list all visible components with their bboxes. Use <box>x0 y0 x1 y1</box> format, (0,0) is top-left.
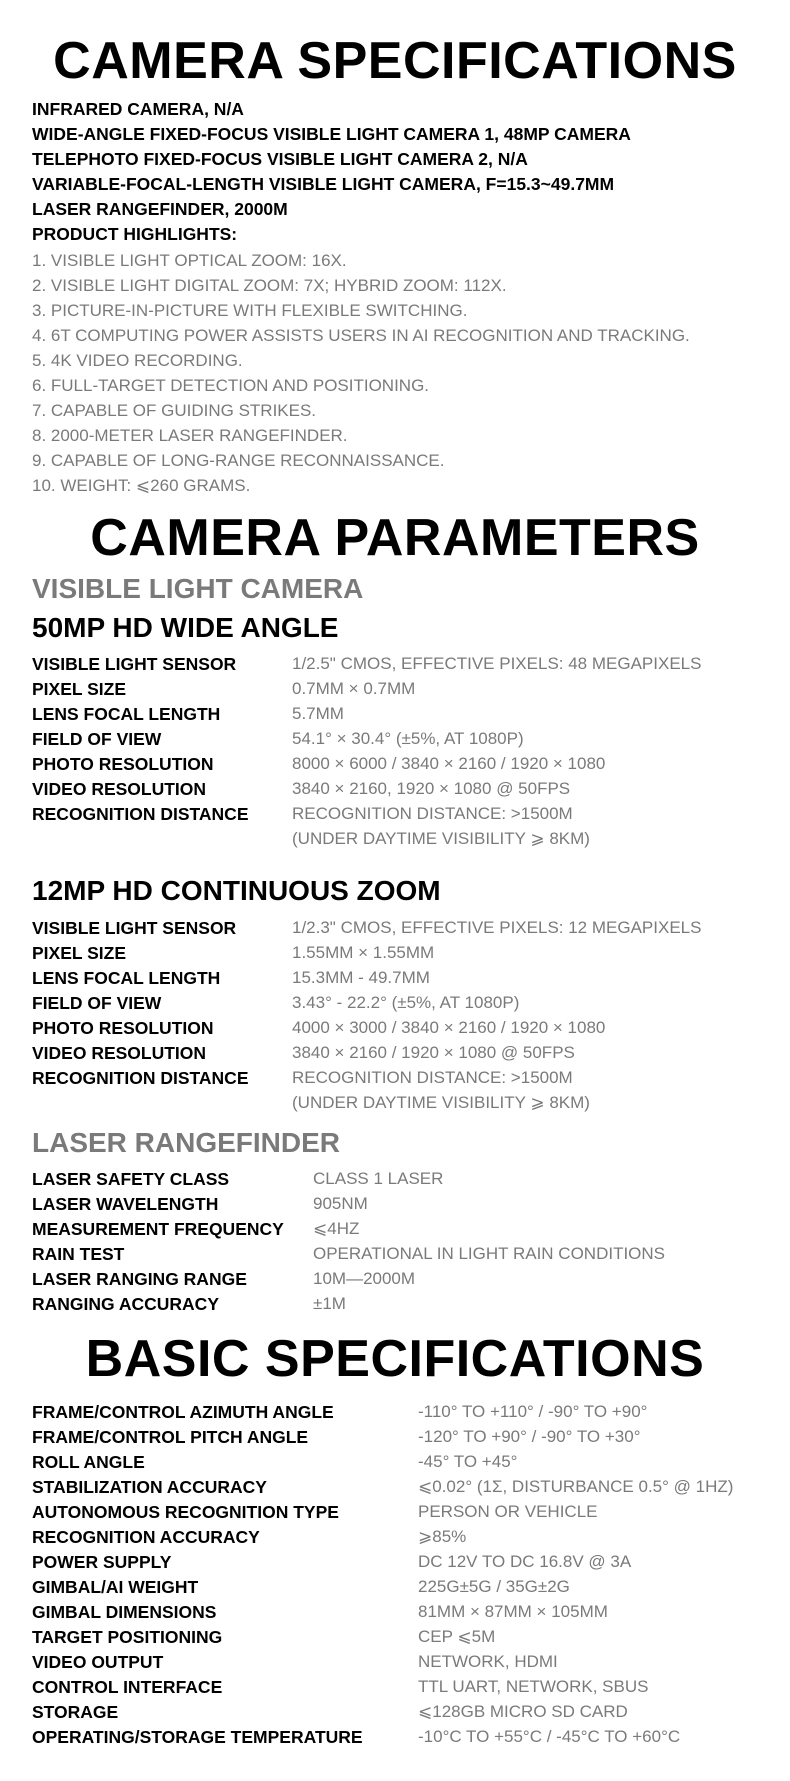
spec-label: RECOGNITION DISTANCE <box>32 804 249 824</box>
spec-value: 1.55MM × 1.55MM <box>292 943 435 962</box>
spec-value: 4000 × 3000 / 3840 × 2160 / 1920 × 1080 <box>292 1018 606 1037</box>
spec-label: CONTROL INTERFACE <box>32 1677 223 1697</box>
highlight-item: 5. 4K VIDEO RECORDING. <box>32 351 243 370</box>
spec-label: RAIN TEST <box>32 1244 125 1264</box>
spec-label: FRAME/CONTROL PITCH ANGLE <box>32 1427 309 1447</box>
spec-label: VIDEO RESOLUTION <box>32 779 207 799</box>
spec-label: STABILIZATION ACCURACY <box>32 1477 267 1497</box>
spec-value: CEP ⩽5M <box>418 1627 496 1646</box>
spec-label: VIDEO OUTPUT <box>32 1652 164 1672</box>
highlight-item: 9. CAPABLE OF LONG-RANGE RECONNAISSANCE. <box>32 451 445 470</box>
spec-line: VARIABLE-FOCAL-LENGTH VISIBLE LIGHT CAMERA, F=15.3~49.7MM <box>32 174 615 194</box>
spec-label: LENS FOCAL LENGTH <box>32 704 221 724</box>
spec-value: 905NM <box>313 1194 368 1213</box>
spec-label: RANGING ACCURACY <box>32 1294 219 1314</box>
camera-parameters-title: CAMERA PARAMETERS <box>90 509 700 567</box>
spec-value: ±1M <box>313 1294 346 1313</box>
spec-value: RECOGNITION DISTANCE: >1500M <box>292 804 573 823</box>
spec-value: 8000 × 6000 / 3840 × 2160 / 1920 × 1080 <box>292 754 606 773</box>
spec-value: -110° TO +110° / -90° TO +90° <box>418 1402 648 1421</box>
spec-line: WIDE-ANGLE FIXED-FOCUS VISIBLE LIGHT CAMERA 1, 48MP CAMERA <box>32 124 631 144</box>
spec-value: 0.7MM × 0.7MM <box>292 679 416 698</box>
spec-value: 1/2.5" CMOS, EFFECTIVE PIXELS: 48 MEGAPIXELS <box>292 654 702 673</box>
visible-light-camera-heading: VISIBLE LIGHT CAMERA <box>32 573 364 604</box>
camera-specifications-title: CAMERA SPECIFICATIONS <box>53 32 737 90</box>
spec-label: FIELD OF VIEW <box>32 729 162 749</box>
highlight-item: 2. VISIBLE LIGHT DIGITAL ZOOM: 7X; HYBRID ZOOM: 112X. <box>32 276 507 295</box>
spec-value: -10°C TO +55°C / -45°C TO +60°C <box>418 1727 681 1746</box>
spec-value: 10M—2000M <box>313 1269 416 1288</box>
spec-label: AUTONOMOUS RECOGNITION TYPE <box>32 1502 339 1522</box>
spec-label: PIXEL SIZE <box>32 679 127 699</box>
spec-value: NETWORK, HDMI <box>418 1652 558 1671</box>
spec-label: LASER RANGING RANGE <box>32 1269 247 1289</box>
product-highlights-heading: PRODUCT HIGHLIGHTS: <box>32 224 238 244</box>
spec-value: 15.3MM - 49.7MM <box>292 968 430 987</box>
spec-value: -45° TO +45° <box>418 1452 518 1471</box>
spec-value: TTL UART, NETWORK, SBUS <box>418 1677 649 1696</box>
spec-label: RECOGNITION ACCURACY <box>32 1527 260 1547</box>
spec-label: FRAME/CONTROL AZIMUTH ANGLE <box>32 1402 334 1422</box>
spec-value: -120° TO +90° / -90° TO +30° <box>418 1427 641 1446</box>
spec-value: ⩽0.02° (1Σ, DISTURBANCE 0.5° @ 1HZ) <box>418 1477 734 1496</box>
highlight-item: 6. FULL-TARGET DETECTION AND POSITIONING. <box>32 376 430 395</box>
highlight-item: 10. WEIGHT: ⩽260 GRAMS. <box>32 476 251 495</box>
spec-label: LENS FOCAL LENGTH <box>32 968 221 988</box>
highlight-item: 1. VISIBLE LIGHT OPTICAL ZOOM: 16X. <box>32 251 347 270</box>
laser-rangefinder-heading: LASER RANGEFINDER <box>32 1127 341 1158</box>
spec-label: VISIBLE LIGHT SENSOR <box>32 918 237 938</box>
spec-value: PERSON OR VEHICLE <box>418 1502 598 1521</box>
spec-label: STORAGE <box>32 1702 119 1722</box>
spec-label: ROLL ANGLE <box>32 1452 145 1472</box>
spec-value: CLASS 1 LASER <box>313 1169 444 1188</box>
spec-value: ⩽4HZ <box>313 1219 360 1238</box>
spec-line: TELEPHOTO FIXED-FOCUS VISIBLE LIGHT CAMERA 2, N/A <box>32 149 528 169</box>
highlight-item: 7. CAPABLE OF GUIDING STRIKES. <box>32 401 317 420</box>
spec-line: INFRARED CAMERA, N/A <box>32 99 244 119</box>
spec-value: DC 12V TO DC 16.8V @ 3A <box>418 1552 632 1571</box>
spec-label: VISIBLE LIGHT SENSOR <box>32 654 237 674</box>
spec-value: OPERATIONAL IN LIGHT RAIN CONDITIONS <box>313 1244 666 1263</box>
spec-label: GIMBAL/AI WEIGHT <box>32 1577 199 1597</box>
basic-specifications-title: BASIC SPECIFICATIONS <box>85 1330 705 1388</box>
spec-label: VIDEO RESOLUTION <box>32 1043 207 1063</box>
spec-label: GIMBAL DIMENSIONS <box>32 1602 217 1622</box>
spec-value: 1/2.3" CMOS, EFFECTIVE PIXELS: 12 MEGAPIXELS <box>292 918 702 937</box>
spec-value: (UNDER DAYTIME VISIBILITY ⩾ 8KM) <box>292 1093 590 1112</box>
spec-label: OPERATING/STORAGE TEMPERATURE <box>32 1727 363 1747</box>
highlight-item: 3. PICTURE-IN-PICTURE WITH FLEXIBLE SWITCHING. <box>32 301 468 320</box>
spec-value: 3840 × 2160, 1920 × 1080 @ 50FPS <box>292 779 571 798</box>
spec-value: (UNDER DAYTIME VISIBILITY ⩾ 8KM) <box>292 829 590 848</box>
spec-value: RECOGNITION DISTANCE: >1500M <box>292 1068 573 1087</box>
spec-value: 5.7MM <box>292 704 344 723</box>
spec-value: 3.43° - 22.2° (±5%, AT 1080P) <box>292 993 520 1012</box>
spec-value: 54.1° × 30.4° (±5%, AT 1080P) <box>292 729 524 748</box>
spec-value: 3840 × 2160 / 1920 × 1080 @ 50FPS <box>292 1043 575 1062</box>
spec-label: PHOTO RESOLUTION <box>32 754 214 774</box>
wide-angle-heading: 50MP HD WIDE ANGLE <box>32 612 339 643</box>
spec-label: MEASUREMENT FREQUENCY <box>32 1219 284 1239</box>
spec-label: RECOGNITION DISTANCE <box>32 1068 249 1088</box>
spec-label: POWER SUPPLY <box>32 1552 172 1572</box>
spec-label: FIELD OF VIEW <box>32 993 162 1013</box>
spec-label: LASER WAVELENGTH <box>32 1194 219 1214</box>
spec-value: ⩾85% <box>418 1527 467 1546</box>
spec-label: PIXEL SIZE <box>32 943 127 963</box>
spec-label: PHOTO RESOLUTION <box>32 1018 214 1038</box>
spec-line: LASER RANGEFINDER, 2000M <box>32 199 288 219</box>
spec-value: 225G±5G / 35G±2G <box>418 1577 570 1596</box>
highlight-item: 8. 2000-METER LASER RANGEFINDER. <box>32 426 348 445</box>
spec-value: ⩽128GB MICRO SD CARD <box>418 1702 628 1721</box>
spec-label: LASER SAFETY CLASS <box>32 1169 230 1189</box>
spec-value: 81MM × 87MM × 105MM <box>418 1602 608 1621</box>
spec-label: TARGET POSITIONING <box>32 1627 223 1647</box>
continuous-zoom-heading: 12MP HD CONTINUOUS ZOOM <box>32 875 441 906</box>
highlight-item: 4. 6T COMPUTING POWER ASSISTS USERS IN AI RECOGNITION AND TRACKING. <box>32 326 690 345</box>
